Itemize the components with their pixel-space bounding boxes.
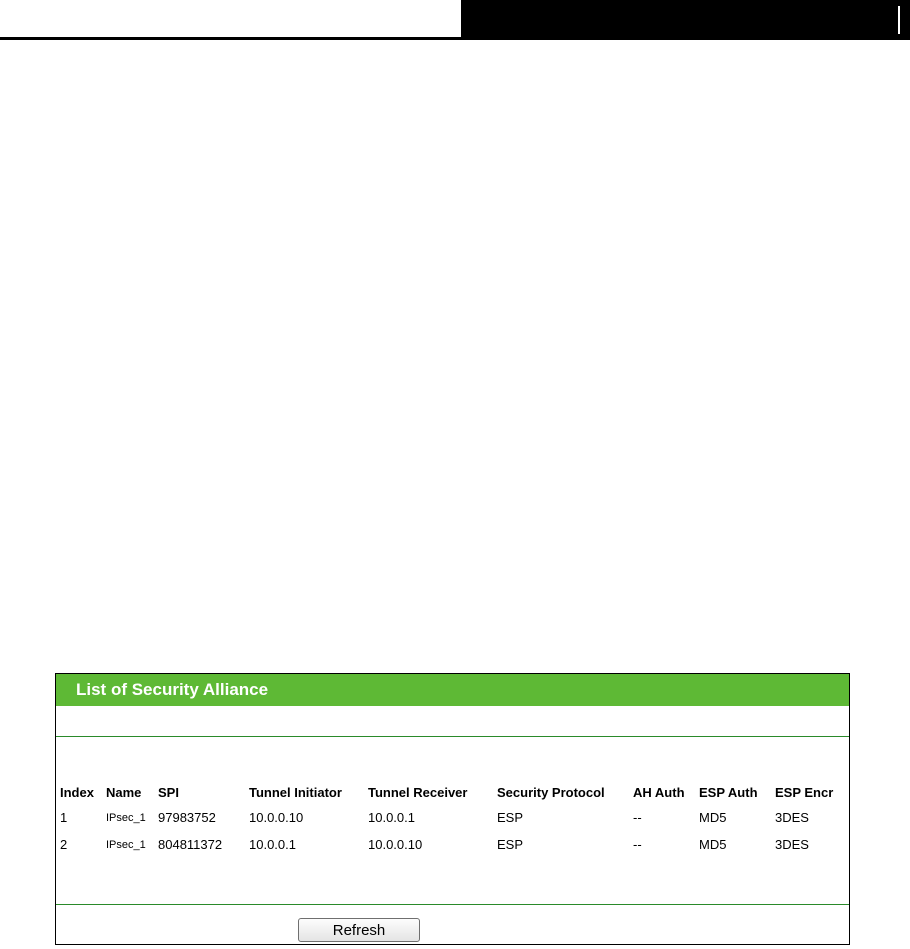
cell-name: IPsec_1 <box>106 838 146 851</box>
refresh-button[interactable]: Refresh <box>298 918 420 942</box>
cell-ah-auth: -- <box>633 837 642 852</box>
column-header-esp-auth: ESP Auth <box>699 784 758 800</box>
cell-tunnel-receiver: 10.0.0.1 <box>368 810 415 825</box>
cell-tunnel-receiver: 10.0.0.10 <box>368 837 423 852</box>
column-header-tunnel-receiver: Tunnel Receiver <box>368 784 468 800</box>
cell-esp-encr: 3DES <box>775 810 809 825</box>
cell-index: 1 <box>60 810 68 825</box>
cell-security-protocol: ESP <box>497 810 524 825</box>
cell-ah-auth: -- <box>633 810 642 825</box>
cell-spi: 97983752 <box>158 810 216 825</box>
cell-spi: 804811372 <box>158 837 223 852</box>
column-header-ah-auth: AH Auth <box>633 784 685 800</box>
panel-header <box>56 674 849 706</box>
header-rule <box>0 37 910 40</box>
security-alliance-panel <box>55 673 850 945</box>
table-header-row <box>60 780 845 804</box>
cell-security-protocol: ESP <box>497 837 524 852</box>
cell-esp-encr: 3DES <box>775 837 809 852</box>
column-header-name: Name <box>106 784 142 800</box>
divider-top <box>56 736 849 737</box>
cell-index: 2 <box>60 837 68 852</box>
column-header-spi: SPI <box>158 784 179 800</box>
table-row <box>60 804 845 831</box>
column-header-security-protocol: Security Protocol <box>497 784 605 800</box>
column-header-esp-encr: ESP Encr <box>775 784 834 800</box>
security-alliance-table <box>60 780 845 858</box>
cell-esp-auth: MD5 <box>699 837 727 852</box>
cell-name: IPsec_1 <box>106 811 146 824</box>
panel-title: List of Security Alliance <box>76 680 269 699</box>
cell-esp-auth: MD5 <box>699 810 727 825</box>
column-header-tunnel-initiator: Tunnel Initiator <box>249 784 342 800</box>
cell-tunnel-initiator: 10.0.0.1 <box>249 837 296 852</box>
table-row <box>60 831 845 858</box>
header-dark-block <box>461 0 910 38</box>
divider-bottom <box>56 904 849 905</box>
column-header-index: Index <box>60 784 94 800</box>
cell-tunnel-initiator: 10.0.0.10 <box>249 810 304 825</box>
header-edge-mark <box>898 6 900 34</box>
